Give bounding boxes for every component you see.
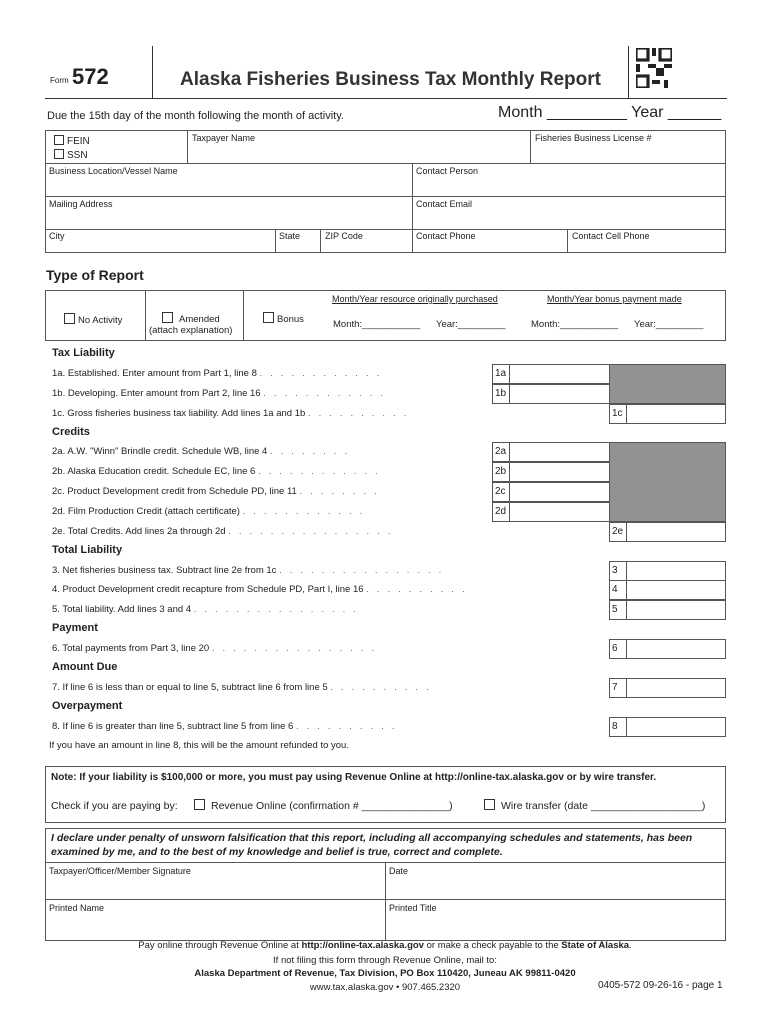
mail-note: If not filing this form through Revenue Online, mail to: <box>273 955 497 966</box>
tax-liability-heading: Tax Liability <box>52 347 115 359</box>
line-2b-label: 2b. Alaska Education credit. Schedule EC, line 6 ............ <box>52 466 386 477</box>
line-2b-input[interactable] <box>492 462 610 482</box>
form-id: 0405-572 09-26-16 - page 1 <box>598 980 723 991</box>
line-8-label: 8. If line 6 is greater than line 5, subtract line 5 from line 6 .......... <box>52 721 403 732</box>
line-number: 1c <box>610 405 627 423</box>
line-2a-label: 2a. A.W. "Winn" Brindle credit. Schedule WB, line 4 ........ <box>52 446 356 457</box>
state-field[interactable]: State <box>279 231 301 241</box>
refund-note: If you have an amount in line 8, this will be the amount refunded to you. <box>49 740 349 751</box>
line-number: 2a <box>493 443 510 461</box>
taxpayer-name-field[interactable]: Taxpayer Name <box>192 133 256 143</box>
page-title: Alaska Fisheries Business Tax Monthly Report <box>180 69 601 90</box>
bonus-year-field[interactable]: Year:_________ <box>634 319 704 330</box>
line-6-label: 6. Total payments from Part 3, line 20 ................ <box>52 643 383 654</box>
divider <box>628 46 629 98</box>
line-7-label: 7. If line 6 is less than or equal to line 5, subtract line 6 from line 5 .......... <box>52 682 437 693</box>
bonus-month-field[interactable]: Month:___________ <box>531 319 619 330</box>
line-6-input[interactable] <box>609 639 726 659</box>
line-3-input[interactable] <box>609 561 726 581</box>
line-3-label: 3. Net fisheries business tax. Subtract line 2e from 1c ................ <box>52 565 450 576</box>
purchased-label: Month/Year resource originally purchased <box>332 294 498 304</box>
form-prefix: Form <box>50 76 69 85</box>
line-number: 1b <box>493 385 510 403</box>
line-number: 2b <box>493 463 510 481</box>
date-field[interactable]: Date <box>389 866 409 876</box>
line-2d-input[interactable] <box>492 502 610 522</box>
line-2a-input[interactable] <box>492 442 610 462</box>
line-1a-input[interactable] <box>492 364 610 384</box>
contact-info: www.tax.alaska.gov • 907.465.2320 <box>309 982 461 993</box>
credits-heading: Credits <box>52 426 90 438</box>
printed-name-field[interactable]: Printed Name <box>49 903 105 913</box>
line-4-label: 4. Product Development credit recapture from Schedule PD, Part I, line 16 .......... <box>52 584 473 595</box>
contact-person-field[interactable]: Contact Person <box>416 166 479 176</box>
line-1b-label: 1b. Developing. Enter amount from Part 2, line 16 ............ <box>52 388 391 399</box>
contact-phone-field[interactable]: Contact Phone <box>416 231 476 241</box>
contact-cell-field[interactable]: Contact Cell Phone <box>572 231 650 241</box>
type-of-report-heading: Type of Report <box>46 267 144 283</box>
printed-title-field[interactable]: Printed Title <box>389 903 437 913</box>
license-field[interactable]: Fisheries Business License # <box>535 133 652 143</box>
revenue-online-link[interactable]: http://online-tax.alaska.gov <box>301 940 424 951</box>
line-number: 2c <box>493 483 510 501</box>
line-number: 3 <box>610 562 627 580</box>
line-7-input[interactable] <box>609 678 726 698</box>
line-1c-label: 1c. Gross fisheries business tax liability. Add lines 1a and 1b .......... <box>52 408 415 419</box>
declaration-text: I declare under penalty of unsworn falsification that this report, including all accompanying schedules and statements, has been examined by me, and to the best of my knowledge and belief is true, correct and complete. <box>51 832 693 858</box>
line-number: 2d <box>493 503 510 521</box>
pay-online-note: Pay online through Revenue Online at http://online-tax.alaska.gov or make a check payable to the State of Alaska. <box>138 940 632 951</box>
total-liability-heading: Total Liability <box>52 544 123 556</box>
ssn-checkbox[interactable]: SSN <box>54 149 88 161</box>
divider <box>45 98 727 99</box>
line-5-label: 5. Total liability. Add lines 3 and 4 ................ <box>52 604 364 615</box>
mailing-address-field[interactable]: Mailing Address <box>49 199 113 209</box>
line-2e-label: 2e. Total Credits. Add lines 2a through 2d ................ <box>52 526 399 537</box>
line-5-input[interactable] <box>609 600 726 620</box>
line-number: 7 <box>610 679 627 697</box>
amended-checkbox[interactable]: Amended <box>162 312 220 325</box>
zip-field[interactable]: ZIP Code <box>325 231 363 241</box>
line-1b-input[interactable] <box>492 384 610 404</box>
bonus-payment-label: Month/Year bonus payment made <box>547 294 682 304</box>
shaded-area <box>609 364 726 404</box>
payment-note: Note: If your liability is $100,000 or more, you must pay using Revenue Online at http://online-tax.alaska.gov or by wire transfer. <box>51 772 657 783</box>
overpayment-heading: Overpayment <box>52 700 123 712</box>
line-number: 1a <box>493 365 510 383</box>
due-text: Due the 15th day of the month following the month of activity. <box>47 110 344 122</box>
line-2c-input[interactable] <box>492 482 610 502</box>
revenue-online-checkbox[interactable]: Revenue Online (confirmation # _______________) <box>194 799 453 812</box>
line-8-input[interactable] <box>609 717 726 737</box>
line-number: 2e <box>610 523 627 541</box>
line-1c-input[interactable] <box>609 404 726 424</box>
line-number: 4 <box>610 581 627 599</box>
line-2e-input[interactable] <box>609 522 726 542</box>
purchased-year-field[interactable]: Year:_________ <box>436 319 506 330</box>
divider <box>152 46 153 98</box>
qr-code-icon <box>636 48 672 88</box>
shaded-area <box>609 442 726 522</box>
line-2d-label: 2d. Film Production Credit (attach certificate) ............ <box>52 506 371 517</box>
contact-email-field[interactable]: Contact Email <box>416 199 473 209</box>
purchased-month-field[interactable]: Month:___________ <box>333 319 421 330</box>
wire-transfer-checkbox[interactable]: Wire transfer (date ___________________) <box>484 799 705 812</box>
business-location-field[interactable]: Business Location/Vessel Name <box>49 166 178 176</box>
amount-due-heading: Amount Due <box>52 661 118 673</box>
signature-field[interactable]: Taxpayer/Officer/Member Signature <box>49 866 191 876</box>
line-2c-label: 2c. Product Development credit from Schedule PD, line 11 ........ <box>52 486 385 497</box>
mailing-address: Alaska Department of Revenue, Tax Division, PO Box 110420, Juneau AK 99811-0420 <box>194 968 576 979</box>
bonus-checkbox[interactable]: Bonus <box>263 312 304 325</box>
line-number: 8 <box>610 718 627 736</box>
city-field[interactable]: City <box>49 231 65 241</box>
check-label: Check if you are paying by: <box>51 800 178 812</box>
payment-heading: Payment <box>52 622 98 634</box>
fein-checkbox[interactable]: FEIN <box>54 135 90 147</box>
amended-note: (attach explanation) <box>149 325 233 336</box>
no-activity-checkbox[interactable]: No Activity <box>64 313 122 326</box>
month-year-field[interactable]: Month _________ Year ______ <box>498 104 722 121</box>
line-number: 6 <box>610 640 627 658</box>
line-1a-label: 1a. Established. Enter amount from Part 1, line 8 ............ <box>52 368 388 379</box>
line-4-input[interactable] <box>609 580 726 600</box>
line-number: 5 <box>610 601 627 619</box>
form-number: 572 <box>72 64 109 89</box>
